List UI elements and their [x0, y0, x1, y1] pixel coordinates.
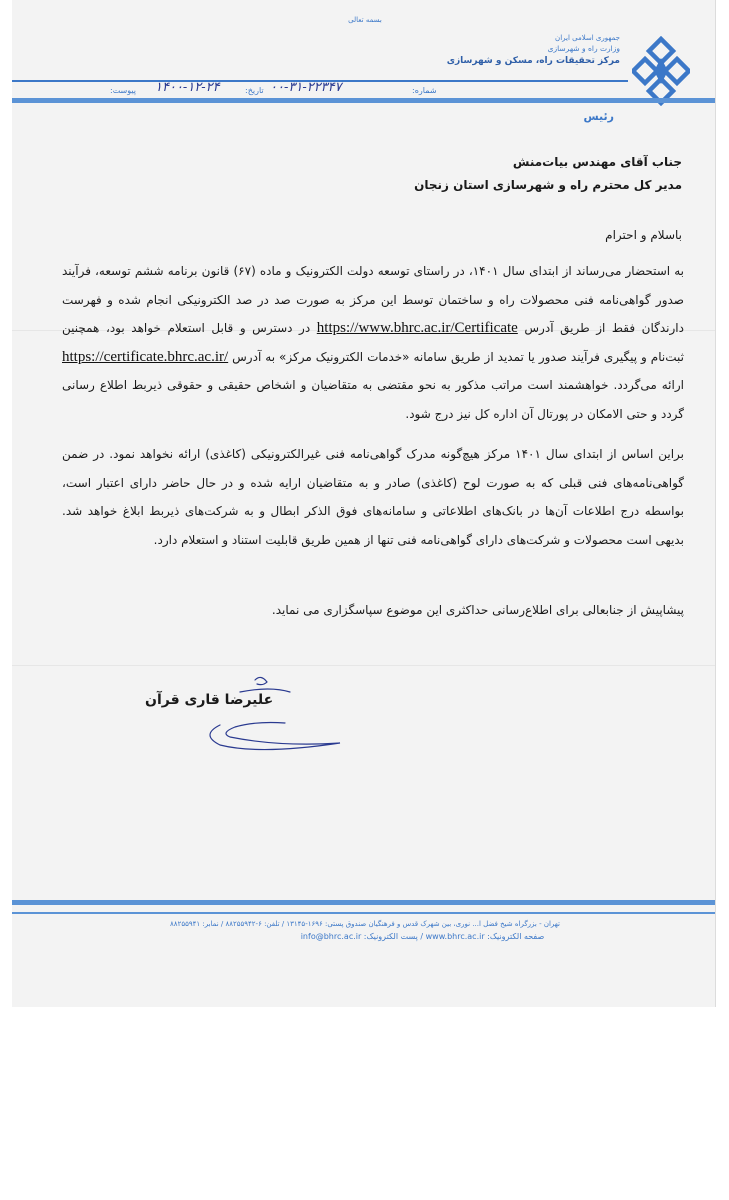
- letter-number-label: شماره:: [412, 86, 437, 95]
- letter-date-value: ۱۴۰۰-۱۲-۲۴: [155, 80, 220, 95]
- recipient-position: مدیر کل محترم راه و شهرسازی استان زنجان: [414, 178, 682, 192]
- bhrc-logo-icon: [632, 36, 690, 106]
- letter-number-value: ۰۰-۳۱-۲۲۳۴۷: [270, 80, 342, 95]
- paragraph-text: به استحضار می‌رساند از ابتدای سال ۱۴۰۱، در راستای توسعه دولت الکترونیک و ماده (۶۷) قانون برنامه ششم توسعه، فرآیند صدور گواهی‌نامه فنی محصولات راه و ساختمان توسط این مرکز به صورت صد در صد الکترونیکی انجام شده و فهرست دارندگان فقط از طریق آدرس: [62, 264, 684, 335]
- bismillah-heading: بسمه تعالی: [348, 16, 382, 24]
- body-paragraph-1: [62, 257, 684, 428]
- paragraph-text: در دسترس و قابل استعلام خواهد بود، همچنین ثبت‌نام و پیگیری فرآیند صدور یا تمدید از طریق سامانه «خدمات الکترونیک مرکز» به آدرس: [62, 321, 684, 364]
- certificate-portal-link[interactable]: https://certificate.bhrc.ac.ir/: [62, 348, 229, 365]
- footer-band: [12, 900, 715, 905]
- paragraph-text: ارائه می‌گردد. خواهشمند است مراتب مذکور به نحو مقتضی به متقاضیان و اشخاص حقیقی و حقوقی ذیربط اطلاع رسانی گردد و حتی الامکان در پورتال آن اداره کل نیز درج شود.: [62, 378, 684, 421]
- footer-address: تهران - بزرگراه شیخ فضل ا... نوری، بین شهرک قدس و فرهنگیان صندوق پستی: ۱۶۹۶-۱۳۱۴۵ / تلفن: ۶-۸۸۲۵۵۹۴۲ / نمابر: ۸۸۲۵۵۹۴۱: [170, 920, 560, 928]
- signer-name: علیرضا قاری قرآن: [145, 692, 274, 708]
- certificate-list-link[interactable]: https://www.bhrc.ac.ir/Certificate: [316, 320, 518, 336]
- footer-rule: [12, 912, 715, 914]
- recipient-name: جناب آقای مهندس بیات‌منش: [512, 155, 682, 169]
- handwritten-signature: [200, 670, 350, 760]
- office-title: رئیس: [583, 110, 614, 123]
- body-paragraph-2: براین اساس از ابتدای سال ۱۴۰۱ مرکز هیچ‌گونه مدرک گواهی‌نامه فنی غیرالکترونیکی (کاغذی) ارائه نخواهد نمود. در ضمن گواهی‌نامه‌های فنی قبلی که به صورت لوح (کاغذی) صادر و به متقاضیان ارایه شده و در حال حاضر دارای اعتبار است، بواسطه درج اطلاعات آن‌ها در بانک‌های اطلاعاتی و سامانه‌های فوق الذکر ابطال و به شرکت‌های ذیربط ابلاغ خواهد شد. بدیهی است محصولات و شرکت‌های دارای گواهی‌نامه فنی تنها از همین طریق قابلیت استناد و استعلام دارد.: [62, 447, 684, 547]
- footer-contact: صفحه الکترونیک: www.bhrc.ac.ir / پست الکترونیک: info@bhrc.ac.ir: [300, 932, 545, 941]
- org-ministry-name: وزارت راه و شهرسازی: [547, 44, 620, 53]
- greeting: باسلام و احترام: [605, 228, 682, 242]
- org-country-name: جمهوری اسلامی ایران: [555, 34, 620, 42]
- header-band: [12, 98, 715, 103]
- org-center-name: مرکز تحقیقات راه، مسکن و شهرسازی: [446, 56, 620, 66]
- letter-attachment-label: پیوست:: [110, 86, 137, 95]
- body-paragraph-3: پیشاپیش از جنابعالی برای اطلاع‌رسانی حداکثری این موضوع سپاسگزاری می نماید.: [271, 603, 684, 617]
- letter-date-label: تاریخ:: [245, 86, 264, 95]
- paper-fold-line: [12, 665, 715, 666]
